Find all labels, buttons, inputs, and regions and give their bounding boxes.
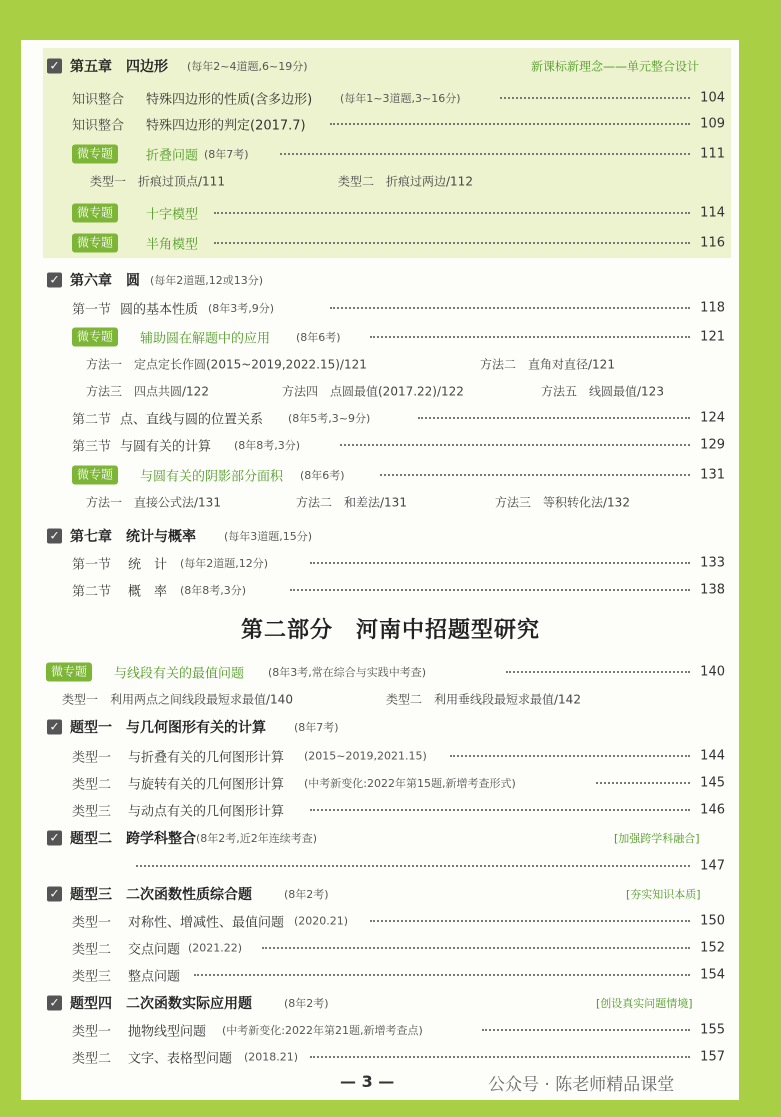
page-number: 152 bbox=[700, 940, 725, 956]
row-title: 与动点有关的几何图形计算 bbox=[128, 804, 285, 820]
toc-row[interactable] bbox=[0, 551, 781, 575]
page-number: 154 bbox=[700, 967, 725, 983]
page-number: 144 bbox=[700, 748, 725, 764]
type1-title: 题型一 与几何图形有关的计算 bbox=[70, 720, 266, 736]
method-row bbox=[0, 490, 781, 514]
type-item[interactable]: 类型一 利用两点之间线段最短求最值/140 bbox=[62, 692, 293, 707]
row-lead: 第一节 bbox=[72, 557, 112, 573]
type2-bracket: [加强跨学科融合] bbox=[614, 832, 700, 845]
leader-dots bbox=[418, 417, 690, 419]
row-note: (中考新变化:2022年第21题,新增考查点) bbox=[222, 1024, 423, 1037]
method-item[interactable]: 方法三 四点共圆/122 bbox=[86, 384, 209, 399]
row-title: 与旋转有关的几何图形计算 bbox=[128, 777, 285, 793]
wei-title: 与线段有关的最值问题 bbox=[114, 666, 245, 682]
row-note: (每年2道题,12分) bbox=[180, 557, 269, 570]
wei-badge: 微专题 bbox=[72, 234, 118, 253]
type2-note: (8年2考,近2年连续考查) bbox=[196, 832, 318, 845]
chapter7-title: 第七章 统计与概率 bbox=[70, 529, 196, 545]
type3-bracket: [夯实知识本质] bbox=[626, 888, 701, 901]
page-number: 145 bbox=[700, 775, 725, 791]
row-lead: 第三节 bbox=[72, 439, 112, 455]
wei-badge: 微专题 bbox=[72, 328, 118, 347]
method-item[interactable]: 方法一 定点定长作圆(2015~2019,2022.15)/121 bbox=[86, 357, 367, 372]
page-number: 116 bbox=[700, 235, 725, 251]
wei-row[interactable] bbox=[0, 325, 781, 349]
leader-dots bbox=[340, 444, 690, 446]
toc-row[interactable] bbox=[0, 854, 781, 878]
type1-header bbox=[0, 715, 781, 739]
row-note: (2015~2019,2021.15) bbox=[304, 749, 427, 763]
page-number: 157 bbox=[700, 1049, 725, 1065]
row-title: 对称性、增减性、最值问题 bbox=[128, 915, 285, 931]
page-number: 124 bbox=[700, 410, 725, 426]
row-lead: 类型一 bbox=[72, 915, 112, 931]
page-number: 111 bbox=[700, 146, 725, 162]
wei-note: (8年6考) bbox=[296, 331, 341, 344]
type-item[interactable]: 类型二 利用垂线段最短求最值/142 bbox=[386, 692, 581, 707]
leader-dots bbox=[500, 97, 690, 99]
type3-note: (8年2考) bbox=[284, 888, 329, 901]
wei-note: (8年7考) bbox=[204, 148, 249, 161]
checkbox-icon: ✓ bbox=[47, 720, 62, 735]
chapter7-header bbox=[0, 524, 781, 548]
wei-title: 十字模型 bbox=[146, 207, 199, 223]
type4-note: (8年2考) bbox=[284, 997, 329, 1010]
banner: 新课标新理念——单元整合设计 bbox=[531, 59, 700, 74]
toc-row[interactable] bbox=[0, 771, 781, 795]
row-title: 抛物线型问题 bbox=[128, 1024, 207, 1040]
row-title: 圆的基本性质 bbox=[120, 302, 199, 318]
leader-dots bbox=[194, 974, 690, 976]
row-title: 与折叠有关的几何图形计算 bbox=[128, 750, 285, 766]
wei-title: 与圆有关的阴影部分面积 bbox=[140, 469, 284, 485]
row-lead: 类型一 bbox=[72, 750, 112, 766]
toc-row[interactable] bbox=[0, 909, 781, 933]
row-note: (8年8考,3分) bbox=[234, 439, 301, 452]
chapter6-header bbox=[0, 268, 781, 292]
leader-dots bbox=[262, 947, 690, 949]
type2-header bbox=[0, 826, 781, 850]
wei-badge: 微专题 bbox=[72, 204, 118, 223]
toc-row[interactable] bbox=[0, 406, 781, 430]
row-title: 特殊四边形的判定(2017.7) bbox=[146, 118, 306, 134]
row-lead: 第二节 bbox=[72, 412, 112, 428]
type3-header bbox=[0, 882, 781, 906]
row-lead: 知识整合 bbox=[72, 92, 125, 108]
method-item[interactable]: 方法二 直角对直径/121 bbox=[480, 357, 615, 372]
row-note: (2018.21) bbox=[244, 1050, 299, 1064]
wei-badge: 微专题 bbox=[46, 663, 92, 682]
wei-row[interactable] bbox=[0, 463, 781, 487]
row-title: 特殊四边形的性质(含多边形) bbox=[146, 92, 313, 108]
leader-dots bbox=[482, 1029, 690, 1031]
type-item[interactable]: 类型二 折痕过两边/112 bbox=[338, 174, 473, 189]
chapter6-title: 第六章 圆 bbox=[70, 273, 140, 289]
toc-row[interactable] bbox=[0, 1045, 781, 1069]
toc-row[interactable] bbox=[0, 86, 781, 110]
checkbox-icon: ✓ bbox=[47, 831, 62, 846]
row-lead: 类型一 bbox=[72, 1024, 112, 1040]
row-title: 文字、表格型问题 bbox=[128, 1051, 233, 1067]
row-title: 点、直线与圆的位置关系 bbox=[120, 412, 264, 428]
page-number: 138 bbox=[700, 582, 725, 598]
toc-row[interactable] bbox=[0, 744, 781, 768]
row-lead: 第二节 bbox=[72, 584, 112, 600]
leader-dots bbox=[330, 123, 690, 125]
toc-row[interactable] bbox=[0, 936, 781, 960]
row-lead: 类型二 bbox=[72, 942, 112, 958]
leader-dots bbox=[596, 782, 690, 784]
checkbox-icon: ✓ bbox=[47, 273, 62, 288]
leader-dots bbox=[214, 212, 690, 214]
leader-dots bbox=[310, 809, 690, 811]
row-title: 统 计 bbox=[128, 557, 168, 573]
wei-row[interactable] bbox=[0, 201, 781, 225]
page-number: 109 bbox=[700, 116, 725, 132]
type2-title: 题型二 跨学科整合 bbox=[70, 831, 196, 847]
row-note: (每年1~3道题,3~16分) bbox=[340, 92, 461, 105]
wei-badge: 微专题 bbox=[72, 466, 118, 485]
wei-note: (8年6考) bbox=[300, 469, 345, 482]
toc-row[interactable] bbox=[0, 296, 781, 320]
page-number: 147 bbox=[700, 858, 725, 874]
type-row bbox=[0, 169, 781, 193]
leader-dots bbox=[330, 307, 690, 309]
leader-dots bbox=[136, 865, 690, 867]
row-title: 整点问题 bbox=[128, 969, 181, 985]
page-number: 104 bbox=[700, 90, 725, 106]
toc-row[interactable] bbox=[0, 433, 781, 457]
row-lead: 知识整合 bbox=[72, 118, 125, 134]
wei-row[interactable] bbox=[0, 660, 781, 684]
leader-dots bbox=[370, 920, 690, 922]
page-number: 114 bbox=[700, 205, 725, 221]
method-row bbox=[0, 352, 781, 376]
type4-title: 题型四 二次函数实际应用题 bbox=[70, 996, 252, 1012]
row-lead: 类型三 bbox=[72, 969, 112, 985]
wei-title: 辅助圆在解题中的应用 bbox=[140, 331, 271, 347]
footer-page-number: — 3 — bbox=[340, 1072, 395, 1091]
method-item[interactable]: 方法二 和差法/131 bbox=[296, 495, 407, 510]
wei-row[interactable] bbox=[0, 231, 781, 255]
wei-badge: 微专题 bbox=[72, 145, 118, 164]
page-number: 155 bbox=[700, 1022, 725, 1038]
method-item[interactable]: 方法三 等积转化法/132 bbox=[495, 495, 630, 510]
wei-note: (8年3考,常在综合与实践中考查) bbox=[268, 666, 427, 679]
type1-note: (8年7考) bbox=[294, 721, 339, 734]
type-item[interactable]: 类型一 折痕过顶点/111 bbox=[90, 174, 225, 189]
wei-row[interactable] bbox=[0, 142, 781, 166]
page-number: 118 bbox=[700, 300, 725, 316]
type3-title: 题型三 二次函数性质综合题 bbox=[70, 887, 252, 903]
leader-dots bbox=[280, 153, 690, 155]
checkbox-icon: ✓ bbox=[47, 529, 62, 544]
leader-dots bbox=[450, 755, 690, 757]
type-row bbox=[0, 687, 781, 711]
chapter5-title: 第五章 四边形 bbox=[70, 59, 168, 75]
page-number: 133 bbox=[700, 555, 725, 571]
toc-row[interactable] bbox=[0, 1018, 781, 1042]
leader-dots bbox=[214, 242, 690, 244]
wei-title: 半角模型 bbox=[146, 237, 199, 253]
wei-title: 折叠问题 bbox=[146, 148, 199, 164]
leader-dots bbox=[290, 589, 690, 591]
leader-dots bbox=[310, 562, 690, 564]
row-note: (2021.22) bbox=[188, 941, 243, 955]
method-row bbox=[0, 379, 781, 403]
toc-row[interactable] bbox=[0, 578, 781, 602]
row-title: 与圆有关的计算 bbox=[120, 439, 212, 455]
page-number: 150 bbox=[700, 913, 725, 929]
method-item[interactable]: 方法一 直接公式法/131 bbox=[86, 495, 221, 510]
page-number: 140 bbox=[700, 664, 725, 680]
chapter6-note: (每年2道题,12或13分) bbox=[150, 274, 264, 287]
row-lead: 类型二 bbox=[72, 777, 112, 793]
toc-row[interactable] bbox=[0, 798, 781, 822]
method-item[interactable]: 方法四 点圆最值(2017.22)/122 bbox=[282, 384, 464, 399]
checkbox-icon: ✓ bbox=[47, 887, 62, 902]
leader-dots bbox=[506, 671, 690, 673]
leader-dots bbox=[380, 474, 690, 476]
part2-title: 第二部分 河南中招题型研究 bbox=[240, 617, 540, 643]
type4-bracket: [创设真实问题情境] bbox=[596, 997, 693, 1010]
row-note: (中考新变化:2022年第15题,新增考查形式) bbox=[304, 777, 516, 790]
toc-row[interactable] bbox=[0, 963, 781, 987]
leader-dots bbox=[370, 336, 690, 338]
chapter7-note: (每年3道题,15分) bbox=[224, 530, 313, 543]
row-lead: 第一节 bbox=[72, 302, 112, 318]
page-number: 146 bbox=[700, 802, 725, 818]
watermark: 公众号 · 陈老师精品课堂 bbox=[488, 1075, 675, 1095]
toc-row[interactable] bbox=[0, 112, 781, 136]
chapter5-note: (每年2~4道题,6~19分) bbox=[187, 60, 308, 73]
page-number: 121 bbox=[700, 329, 725, 345]
method-item[interactable]: 方法五 线圆最值/123 bbox=[541, 384, 664, 399]
checkbox-icon: ✓ bbox=[47, 996, 62, 1011]
row-note: (2020.21) bbox=[294, 914, 349, 928]
row-note: (8年3考,9分) bbox=[208, 302, 275, 315]
checkbox-icon: ✓ bbox=[47, 59, 62, 74]
page-number: 129 bbox=[700, 437, 725, 453]
row-note: (8年8考,3分) bbox=[180, 584, 247, 597]
leader-dots bbox=[310, 1056, 690, 1058]
row-lead: 类型三 bbox=[72, 804, 112, 820]
row-title: 交点问题 bbox=[128, 942, 181, 958]
row-title: 概 率 bbox=[128, 584, 168, 600]
row-note: (8年5考,3~9分) bbox=[288, 412, 371, 425]
chapter5-header bbox=[0, 54, 781, 78]
page-number: 131 bbox=[700, 467, 725, 483]
type4-header bbox=[0, 991, 781, 1015]
row-lead: 类型二 bbox=[72, 1051, 112, 1067]
